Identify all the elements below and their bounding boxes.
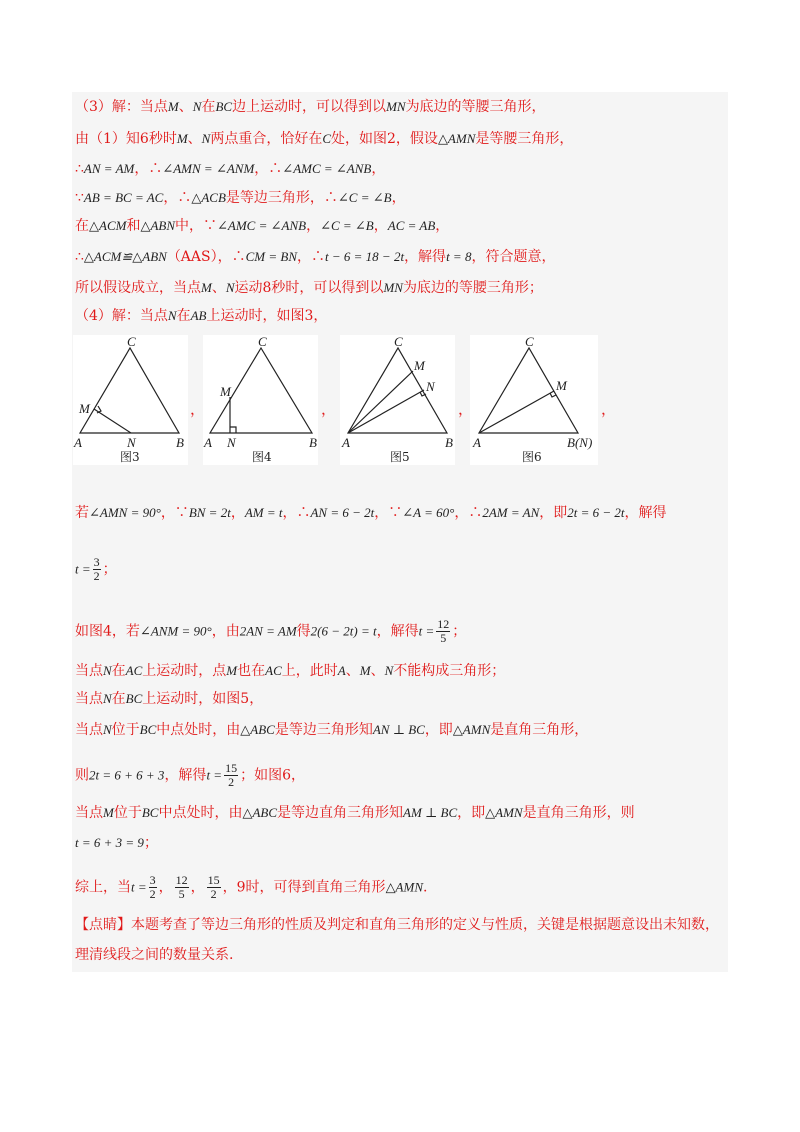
text: ∴ (75, 161, 84, 177)
text: 处，如图2，假设 (331, 131, 438, 147)
math: △ACB (191, 190, 226, 205)
text: 中，∵ (175, 218, 218, 234)
text: 、 (345, 663, 360, 679)
math: 2t = 6 − 2t (567, 505, 625, 520)
text: ， (190, 879, 205, 896)
label-B: B (309, 435, 317, 450)
math: BC (125, 691, 143, 706)
text: ，即 (539, 505, 568, 521)
text: 为底边的等腰三角形； (402, 280, 543, 296)
label-BN: B(N) (567, 435, 593, 450)
math: BC (139, 722, 157, 737)
text: 在 (111, 663, 126, 679)
math: ∠AMN = ∠ANM (162, 161, 255, 176)
text: 和 (126, 218, 141, 234)
text: ； (452, 623, 467, 640)
label-C: C (525, 335, 534, 349)
math: ∠A = 60° (402, 505, 455, 520)
math: △ABC (242, 805, 278, 820)
text: 是等边三角形知 (274, 722, 373, 738)
text: 上运动时，如图3， (206, 308, 328, 324)
label-C: C (394, 335, 403, 349)
label-M: M (79, 401, 90, 416)
math: △AMN (485, 805, 523, 820)
text: 边上运动时，可以得到以 (232, 99, 387, 115)
text: ，解得 (164, 767, 207, 784)
text: 综上，当 (75, 879, 131, 896)
line-19 (75, 916, 719, 934)
text: 、 (187, 131, 202, 147)
figure-caption: 图3 (120, 450, 140, 464)
figure-6 (470, 335, 598, 465)
text: 是等边三角形，∴ (225, 190, 338, 206)
line-10 (75, 556, 117, 583)
text: 由（1）知6秒时 (75, 131, 177, 147)
line-6 (75, 248, 555, 266)
text: ，∴ (297, 249, 326, 265)
math: AM ⊥ BC (403, 805, 458, 820)
text: ；如图6， (240, 767, 305, 784)
math: AN ⊥ BC (372, 722, 425, 737)
text: ，∴ (254, 161, 283, 177)
separator: ， (321, 400, 337, 418)
fraction (224, 762, 238, 789)
label-M: M (556, 378, 567, 393)
math: t = 6 + 3 = 9 (75, 835, 144, 850)
figure-4-diagram (203, 335, 318, 465)
label-B: B (445, 435, 453, 450)
math: ∠C = ∠B (337, 190, 392, 205)
label-A: A (204, 435, 212, 450)
label-B: B (176, 435, 184, 450)
text: 上，此时 (281, 663, 338, 679)
text: 在 (111, 691, 126, 707)
text: 如图4，若 (75, 623, 140, 640)
figure-4 (203, 335, 318, 465)
text: ； (143, 835, 158, 851)
denominator: 2 (149, 887, 156, 901)
math: MN (383, 280, 403, 295)
text: 所以假设成立，当点 (75, 280, 201, 296)
label-N: N (426, 379, 435, 394)
denominator: 5 (178, 887, 185, 901)
text: 在 (176, 308, 191, 324)
text: ，∵ (374, 505, 403, 521)
line-1 (75, 98, 546, 116)
math: N (103, 691, 112, 706)
figure-3 (73, 335, 188, 465)
text: 上运动时，如图5， (142, 691, 264, 707)
text: 位于 (111, 722, 140, 738)
figure-6-diagram (470, 335, 598, 465)
math: △ABC (240, 722, 275, 737)
separator: ， (190, 400, 206, 418)
math: t = 8 (446, 249, 472, 264)
math: AN = AM (83, 161, 135, 176)
text: . (423, 879, 428, 896)
figure-caption: 图6 (522, 450, 542, 464)
line-9 (75, 504, 667, 522)
label-A: A (473, 435, 481, 450)
text: ， (371, 161, 386, 177)
math: M (359, 663, 371, 678)
math: N (103, 722, 112, 737)
math: ∠AMC = ∠ANB (217, 218, 307, 233)
math: BN = 2t (188, 505, 231, 520)
text: 上运动时，点 (142, 663, 227, 679)
text: 是直角三角形， (490, 722, 589, 738)
text: ，∴ (134, 161, 163, 177)
line-5 (75, 217, 449, 235)
text: ，即 (424, 722, 453, 738)
text: ， (230, 505, 245, 521)
text: ，由 (211, 623, 240, 640)
math: ∠AMC = ∠ANB (282, 161, 372, 176)
line-8 (75, 307, 327, 325)
math: ∠ANM = 90° (139, 623, 212, 639)
figure-caption: 图5 (390, 450, 410, 464)
text: 不能构成三角形； (393, 663, 506, 679)
numerator: 12 (175, 873, 188, 887)
math: 2AM = AN (482, 505, 540, 520)
line-16 (75, 804, 635, 822)
text: 【点睛】本题考查了等边三角形的性质及判定和直角三角形的定义与性质，关键是根据题意设出未知数， (75, 917, 719, 933)
text: 当点 (75, 722, 103, 738)
numerator: 15 (207, 873, 220, 887)
label-N: N (127, 435, 136, 450)
text: ，符合题意， (471, 249, 556, 265)
text: 若 (75, 505, 89, 521)
text: 则 (75, 767, 89, 784)
math: C (322, 131, 332, 146)
fraction (207, 874, 221, 901)
fraction (93, 556, 101, 583)
figure-caption: 图4 (252, 450, 272, 464)
text: 运动8秒时，可以得到以 (234, 280, 384, 296)
denominator: 2 (93, 569, 100, 583)
text: （3）解：当点 (75, 99, 168, 115)
text: ，∴ (454, 505, 483, 521)
label-M: M (414, 358, 425, 373)
text: ，解得 (404, 249, 447, 265)
math: t = (418, 623, 435, 639)
math: ∠C = ∠B (320, 218, 374, 233)
math: 2(6 − 2t) = t (310, 623, 377, 639)
line-14 (75, 721, 588, 739)
fraction (175, 874, 189, 901)
math: M (226, 663, 238, 678)
text: 也在 (237, 663, 266, 679)
text: 得 (296, 623, 311, 640)
text: ； (102, 561, 117, 578)
separator: ， (601, 400, 617, 418)
text: （AAS），∴ (166, 249, 246, 265)
math: M (167, 99, 179, 114)
label-N: N (227, 435, 236, 450)
math: M (176, 131, 188, 146)
text: ，即 (457, 805, 486, 821)
math: N (225, 280, 235, 295)
text: ， (435, 218, 450, 234)
denominator: 5 (440, 631, 447, 645)
math: AC (265, 663, 282, 678)
math: CM = BN (245, 249, 298, 264)
math: t = (75, 561, 91, 577)
text: 理清线段之间的数量关系. (75, 947, 234, 963)
math: M (201, 280, 212, 295)
text: ，∴ (163, 190, 192, 206)
label-C: C (258, 335, 267, 349)
fraction (149, 874, 157, 901)
text: ，解得 (624, 505, 667, 521)
denominator: 2 (210, 887, 217, 901)
text: 是直角三角形，则 (522, 805, 635, 821)
math: 2AN = AM (239, 623, 297, 639)
line-15 (75, 762, 305, 789)
text: ， (306, 218, 321, 234)
figure-5 (340, 335, 455, 465)
line-7 (75, 279, 543, 297)
math: 2t = 6 + 6 + 3 (89, 767, 165, 783)
math: AM = t (244, 505, 283, 520)
numerator: 15 (225, 761, 238, 775)
text: 中点处时，由 (156, 722, 241, 738)
text: 、 (211, 280, 226, 296)
math: t − 6 = 18 − 2t (325, 249, 405, 264)
math: AB (190, 308, 207, 323)
math: MN (386, 99, 406, 114)
math: BC (141, 805, 159, 820)
math: N (384, 663, 394, 678)
line-11 (75, 618, 466, 645)
line-13 (75, 690, 263, 708)
text: 中点处时，由 (158, 805, 243, 821)
numerator: 3 (93, 555, 100, 569)
math: t = (131, 879, 147, 895)
text: 当点 (75, 805, 103, 821)
math: AC = AB (387, 218, 436, 233)
text: ∴ (75, 249, 84, 265)
math: N (201, 131, 211, 146)
math: N (103, 663, 112, 678)
math: △AMN (437, 131, 476, 146)
math: △ACM (89, 218, 127, 233)
line-20 (75, 946, 233, 964)
fraction (436, 618, 450, 645)
text: 为底边的等腰三角形， (405, 99, 546, 115)
math: N (192, 99, 202, 114)
text: 两点重合，恰好在 (210, 131, 323, 147)
math: M (103, 805, 114, 820)
label-C: C (127, 335, 136, 349)
math: AC (125, 663, 143, 678)
line-4 (75, 189, 406, 207)
line-3 (75, 160, 385, 178)
math: △AMN (385, 879, 424, 895)
math: △ACM≌△ABN (83, 249, 167, 264)
math: N (167, 308, 177, 323)
text: 在 (75, 218, 89, 234)
math: BC (215, 99, 233, 114)
math: ∠AMN = 90° (89, 505, 161, 520)
numerator: 3 (149, 873, 156, 887)
text: ，∴ (282, 505, 311, 521)
line-18 (75, 874, 427, 901)
label-A: A (342, 435, 350, 450)
text: 位于 (113, 805, 142, 821)
line-2 (75, 130, 573, 148)
text: ， (373, 218, 388, 234)
text: 当点 (75, 663, 103, 679)
text: 是等边直角三角形知 (277, 805, 404, 821)
math: t = (206, 767, 223, 783)
math: AN = 6 − 2t (310, 505, 375, 520)
separator: ， (458, 400, 474, 418)
text: （4）解：当点 (75, 308, 168, 324)
text: 、 (370, 663, 385, 679)
figure-5-diagram (340, 335, 455, 465)
label-M: M (220, 384, 231, 399)
text: ∵ (75, 190, 84, 206)
text: ，∵ (160, 505, 189, 521)
math: △ABN (140, 218, 176, 233)
figure-3-diagram (73, 335, 188, 465)
numerator: 12 (437, 617, 450, 631)
math: A (337, 663, 346, 678)
text: ， (391, 190, 406, 206)
math: AB = BC = AC (83, 190, 164, 205)
text: ， (158, 879, 173, 896)
label-A: A (74, 435, 82, 450)
text: 当点 (75, 691, 103, 707)
text: 在 (201, 99, 216, 115)
math: △AMN (452, 722, 491, 737)
line-12 (75, 662, 505, 680)
text: ，9时，可得到直角三角形 (222, 879, 386, 896)
text: 、 (178, 99, 193, 115)
line-17 (75, 834, 158, 852)
denominator: 2 (228, 775, 235, 789)
text: 是等腰三角形， (475, 131, 574, 147)
text: ，解得 (376, 623, 419, 640)
